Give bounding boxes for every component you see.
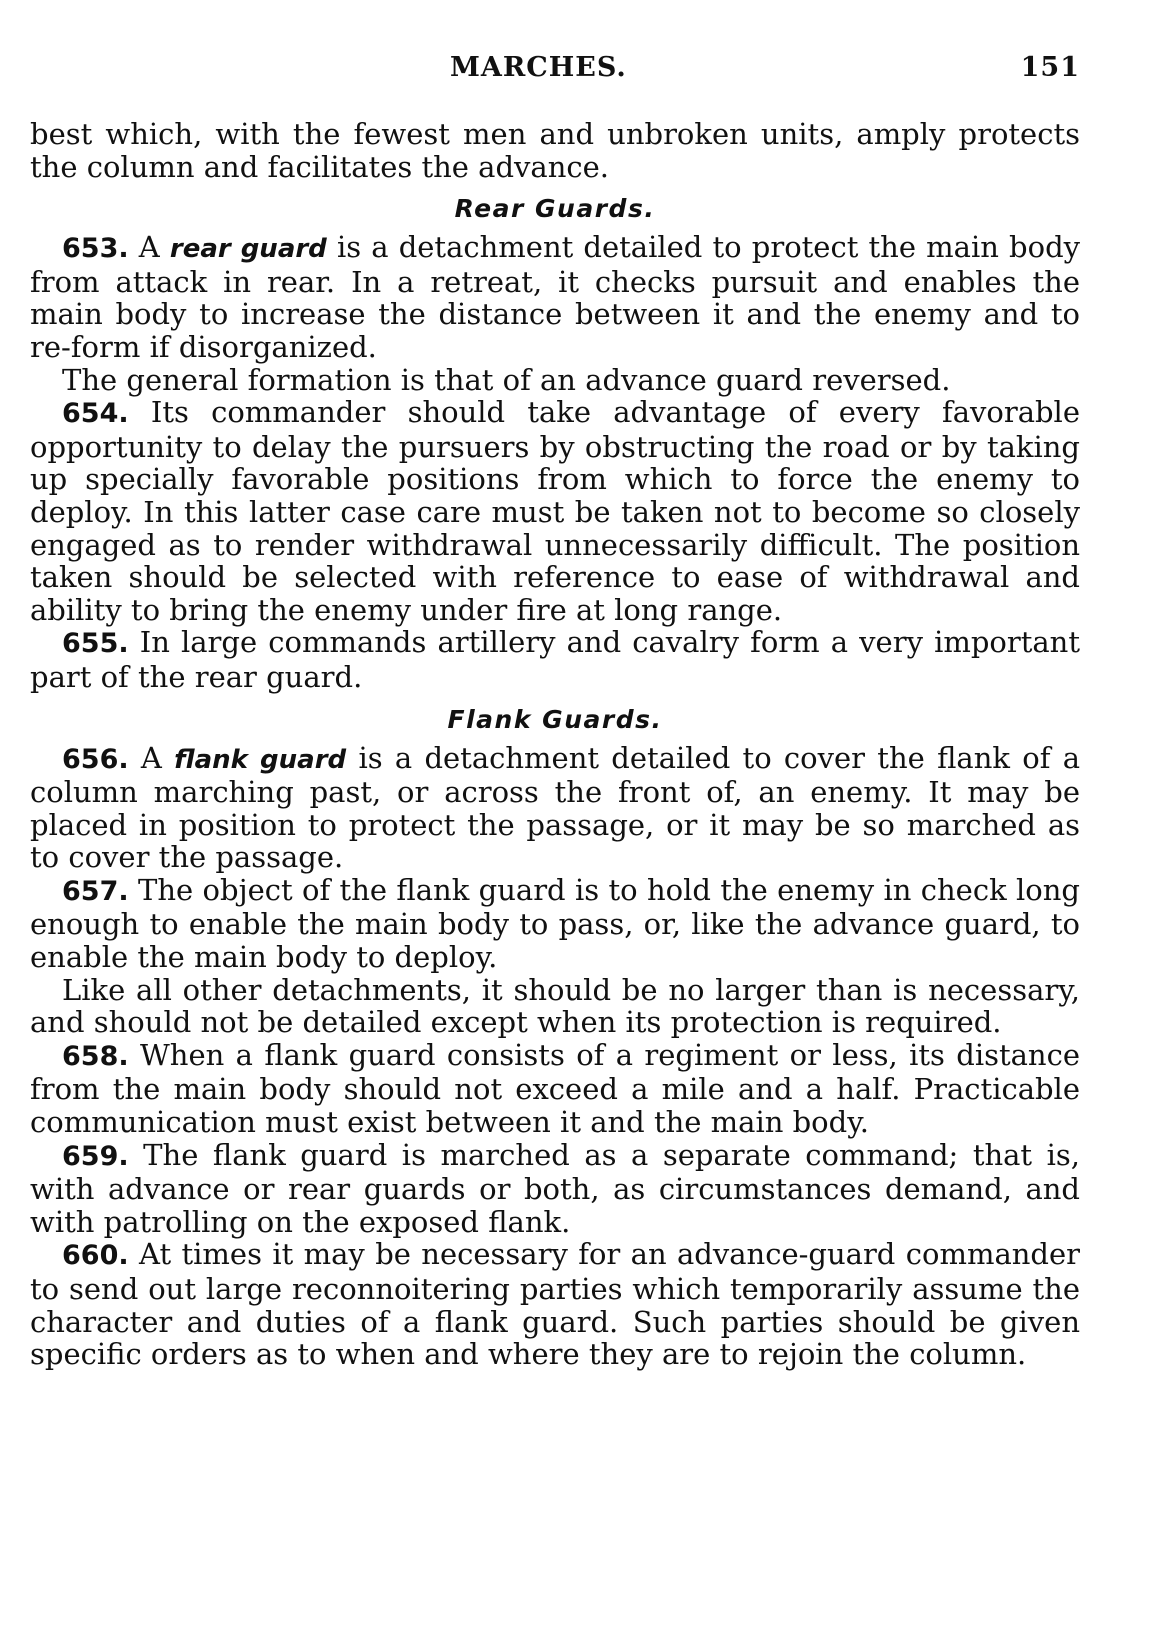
paragraph-653-continued: The general formation is that of an advance guard reversed. (62, 362, 951, 397)
paragraph-text: At times it may be necessary for an advance-guard commander to send out large reconnoitering parties which temporarily assume the character and duties of a flank guard. Such parties should be given specific orders as to when and where they are to rejoin the column. (30, 1237, 1080, 1372)
intro-paragraph: best which, with the fewest men and unbroken units, amply protects the column and facilitates the advance. (30, 117, 1080, 184)
paragraph-number: 657. (62, 875, 129, 907)
paragraph-text: The flank guard is marched as a separate command; that is, with advance or rear guards or both, as circumstances demand, and with patrolling on the exposed flank. (30, 1137, 1081, 1239)
paragraph-657 (30, 874, 1080, 974)
paragraph-number: 653. (62, 233, 129, 265)
paragraph-659 (30, 1139, 1080, 1239)
book-page (30, 40, 1080, 1371)
paragraph-text: is a detachment detailed to cover the flank of a column marching past, or across the front of, an enemy. It may be placed in position to protect the passage, or it may be so marched as to cover the passage. (30, 740, 1081, 875)
paragraph-number: 660. (62, 1240, 129, 1272)
section-heading-flank-guards: Flank Guards. (447, 704, 663, 734)
paragraph-text: When a flank guard consists of a regiment or less, its distance from the main body should not exceed a mile and a half. Practicable communication must exist between it and the main body. (30, 1037, 1081, 1140)
paragraph-656 (30, 742, 1080, 874)
paragraph-text: Its commander should take advantage of every favorable opportunity to delay the pursuers by obstructing the road or by taking up specially favorable positions from which to force the enemy to deploy. In this latter case care must be taken not to become so closely engaged as to render withdrawal unnecessarily difficult. The position taken should be selected with reference to ease of withdrawal and ability to bring the enemy under fire at long range. (30, 395, 1080, 627)
paragraph-number: 658. (62, 1040, 129, 1072)
paragraph-number: 656. (62, 743, 129, 775)
paragraph-lead: A (138, 230, 160, 265)
paragraph-text: In large commands artillery and cavalry form a very important part of the rear guard. (30, 625, 1081, 694)
paragraph-number: 654. (62, 398, 129, 430)
defined-term: rear guard (169, 234, 327, 265)
paragraph-655 (30, 626, 1080, 693)
paragraph-653 (30, 231, 1080, 363)
paragraph-text: The object of the flank guard is to hold the enemy in check long enough to enable the main body to pass, or, like the advance guard, to enable the main body to deploy. (30, 872, 1080, 975)
paragraph-lead: A (140, 740, 162, 775)
paragraph-658 (30, 1039, 1080, 1139)
section-heading-rear-guards: Rear Guards. (454, 194, 656, 224)
paragraph-text: is a detachment detailed to protect the main body from attack in rear. In a retreat, it checks pursuit and enables the main body to increase the distance between it and the enemy and to re-form if disorganized. (30, 230, 1081, 364)
running-header (30, 40, 1080, 83)
paragraph-660 (30, 1238, 1080, 1370)
defined-term: flank guard (174, 744, 347, 775)
page-number: 151 (1020, 52, 1080, 83)
paragraph-number: 659. (62, 1140, 129, 1172)
running-title: MARCHES. (450, 52, 627, 83)
paragraph-654 (30, 396, 1080, 626)
paragraph-657-continued: Like all other detachments, it should be no larger than is necessary, and should not be detailed except when its protection is required. (30, 972, 1080, 1040)
paragraph-number: 655. (62, 628, 129, 660)
